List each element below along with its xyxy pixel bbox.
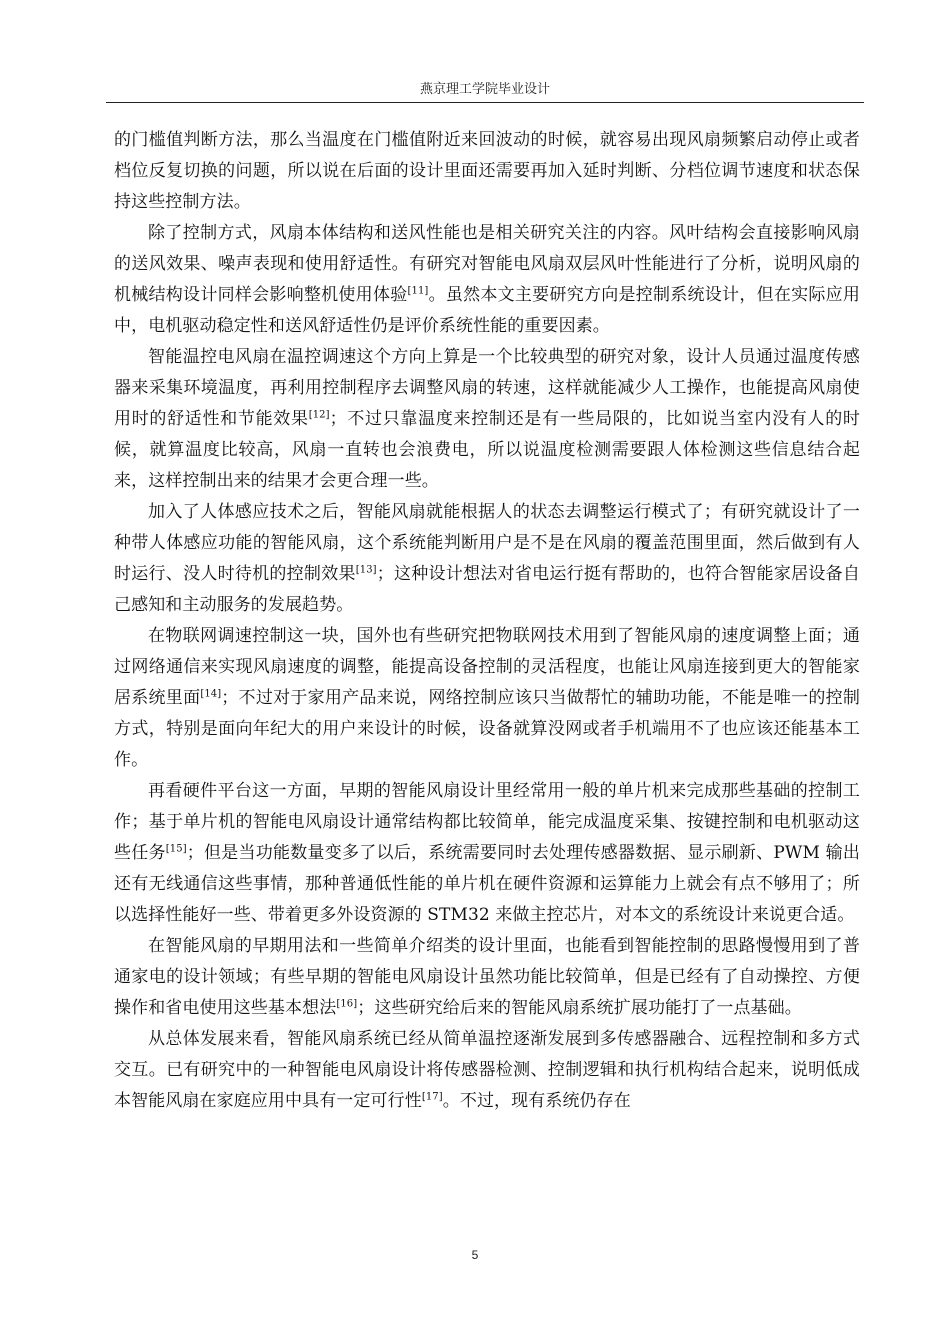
paragraph-text: 。不过，现有系统仍存在	[442, 1091, 631, 1111]
citation-reference: [15]	[165, 843, 187, 855]
paragraph-text: ；不过只靠温度来控制还是有一些局限的，比如说当室内没有人的时候，就算温度比较高，风扇一直转也会浪费电，所以说温度检测需要跟人体检测这些信息结合起来，这样控制出来的结果才会更合理一些。	[114, 409, 860, 491]
paragraph-text: 从总体发展来看，智能风扇系统已经从简单温控逐渐发展到多传感器融合、远程控制和多方式交互。已有研究中的一种智能电风扇设计将传感器检测、控制逻辑和执行机构结合起来，说明低成本智能风扇在家庭应用中具有一定可行性	[114, 1029, 860, 1111]
paragraph-text: 在智能风扇的早期用法和一些简单介绍类的设计里面，也能看到智能控制的思路慢慢用到了普通家电的设计领域；有些早期的智能电风扇设计虽然功能比较简单，但是已经有了自动操控、方便操作和省电使用这些基本想法	[114, 936, 860, 1018]
body-paragraph	[114, 931, 860, 1024]
page-header: 燕京理工学院毕业设计	[419, 82, 550, 97]
citation-reference: [14]	[200, 688, 222, 700]
citation-reference: [11]	[407, 285, 429, 297]
citation-reference: [13]	[355, 564, 377, 576]
paragraph-text: 加入了人体感应技术之后，智能风扇就能根据人的状态去调整运行模式了；有研究就设计了一种带人体感应功能的智能风扇，这个系统能判断用户是不是在风扇的覆盖范围里面，然后做到有人时运行、没人时待机的控制效果	[114, 502, 860, 584]
body-paragraph	[114, 1024, 860, 1117]
body-paragraph	[114, 125, 860, 218]
paragraph-text: 。虽然本文主要研究方向是控制系统设计，但在实际应用中，电机驱动稳定性和送风舒适性仍是评价系统性能的重要因素。	[114, 285, 861, 336]
citation-reference: [17]	[421, 1091, 443, 1103]
header-divider	[106, 102, 864, 103]
body-paragraph	[114, 342, 860, 497]
citation-reference: [16]	[336, 998, 358, 1010]
body-paragraph	[114, 497, 860, 621]
paragraph-text: 再看硬件平台这一方面，早期的智能风扇设计里经常用一般的单片机来完成那些基础的控制工作；基于单片机的智能电风扇设计通常结构都比较简单，能完成温度采集、按键控制和电机驱动这些任务	[114, 781, 860, 863]
paragraph-text: ；这种设计想法对省电运行挺有帮助的，也符合智能家居设备自己感知和主动服务的发展趋势。	[114, 564, 860, 615]
body-paragraph	[114, 776, 860, 931]
citation-reference: [12]	[308, 409, 330, 421]
paragraph-text: ；但是当功能数量变多了以后，系统需要同时去处理传感器数据、显示刷新、PWM 输出还有无线通信这些事情，那种普通低性能的单片机在硬件资源和运算能力上就会有点不够用了；所以选择性能好一些、带着更多外设资源的 STM32 来做主控芯片，对本文的系统设计来说更合适。	[114, 843, 860, 925]
page-number: 5	[471, 1248, 479, 1262]
body-paragraph	[114, 218, 860, 342]
paragraph-text: 的门槛值判断方法，那么当温度在门槛值附近来回波动的时候，就容易出现风扇频繁启动停止或者档位反复切换的问题，所以说在后面的设计里面还需要再加入延时判断、分档位调节速度和状态保持这些控制方法。	[114, 130, 860, 212]
paragraph-text: ；不过对于家用产品来说，网络控制应该只当做帮忙的辅助功能，不能是唯一的控制方式，特别是面向年纪大的用户来设计的时候，设备就算没网或者手机端用不了也应该还能基本工作。	[114, 688, 861, 770]
paragraph-text: 智能温控电风扇在温控调速这个方向上算是一个比较典型的研究对象，设计人员通过温度传感器来采集环境温度，再利用控制程序去调整风扇的转速，这样就能减少人工操作，也能提高风扇使用时的舒适性和节能效果	[114, 347, 860, 429]
paragraph-text: 在物联网调速控制这一块，国外也有些研究把物联网技术用到了智能风扇的速度调整上面；通过网络通信来实现风扇速度的调整，能提高设备控制的灵活程度，也能让风扇连接到更大的智能家居系统里面	[114, 626, 860, 708]
document-body	[114, 125, 860, 1117]
paragraph-text: ；这些研究给后来的智能风扇系统扩展功能打了一点基础。	[357, 998, 802, 1018]
paragraph-text: 除了控制方式，风扇本体结构和送风性能也是相关研究关注的内容。风叶结构会直接影响风扇的送风效果、噪声表现和使用舒适性。有研究对智能电风扇双层风叶性能进行了分析，说明风扇的机械结构设计同样会影响整机使用体验	[114, 223, 860, 305]
body-paragraph	[114, 621, 860, 776]
